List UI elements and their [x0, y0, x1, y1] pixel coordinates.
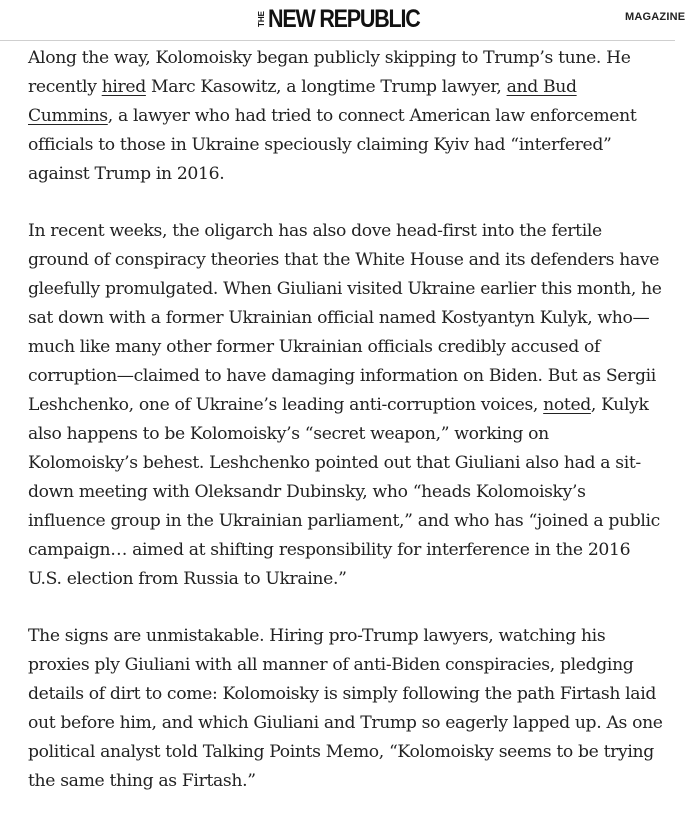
paragraph-1-text-a: Along the way, Kolomoisky began publicly skipping to Trump’s tune. He recently [28, 48, 631, 97]
paragraph-1-text-b: Marc Kasowitz, a longtime Trump lawyer, [145, 77, 507, 97]
nav-link-magazine[interactable]: MAGAZINE [625, 11, 685, 23]
article-paragraph-3 [28, 622, 663, 796]
article-paragraph-1 [28, 44, 663, 189]
paragraph-3-text: The signs are unmistakable. Hiring pro-Trump lawyers, watching his proxies ply Giuliani with all manner of anti-Biden conspiracies, pledging details of dirt to come: Kolomoisky is simply following the path Firtash laid out before him, and which Giuliani and Trump so eagerly lapped up. As one political analyst told Talking Points Memo, “Kolomoisky seems to be trying the same thing as Firtash.” [28, 626, 663, 791]
paragraph-1-text-c: , a lawyer who had tried to connect American law enforcement officials to those in Ukraine speciously claiming Kyiv had “interfered” against Trump in 2016. [28, 106, 637, 184]
logo-wordmark: NEW REPUBLIC [268, 5, 420, 33]
paragraph-2-text-b: , Kulyk also happens to be Kolomoisky’s “secret weapon,” working on Kolomoisky’s behest. Leshchenko pointed out that Giuliani also had a sit-down meeting with Oleksandr Dubinsky, who “heads Kolomoisky’s influence group in the Ukrainian parliament,” and who has “joined a public campaign… aimed at shifting responsibility for interference in the 2016 U.S. election from Russia to Ukraine.” [28, 395, 660, 589]
link-and-bud-cummins[interactable]: and Bud Cummins [28, 77, 577, 126]
top-navigation-bar [0, 0, 685, 41]
article-body [28, 44, 663, 824]
site-logo[interactable] [258, 4, 444, 34]
logo-the-text: THE [257, 11, 266, 27]
article-paragraph-2 [28, 217, 663, 594]
link-hired[interactable]: hired [101, 77, 146, 97]
paragraph-2-text-a: In recent weeks, the oligarch has also dove head-first into the fertile ground of conspiracy theories that the White House and its defenders have gleefully promulgated. When Giuliani visited Ukraine earlier this month, he sat down with a former Ukrainian official named Kostyantyn Kulyk, who—much like many other former Ukrainian officials credibly accused of corruption—claimed to have damaging information on Biden. But as Sergii Leshchenko, one of Ukraine’s leading anti-corruption voices, [28, 221, 662, 415]
link-noted[interactable]: noted [543, 395, 591, 415]
